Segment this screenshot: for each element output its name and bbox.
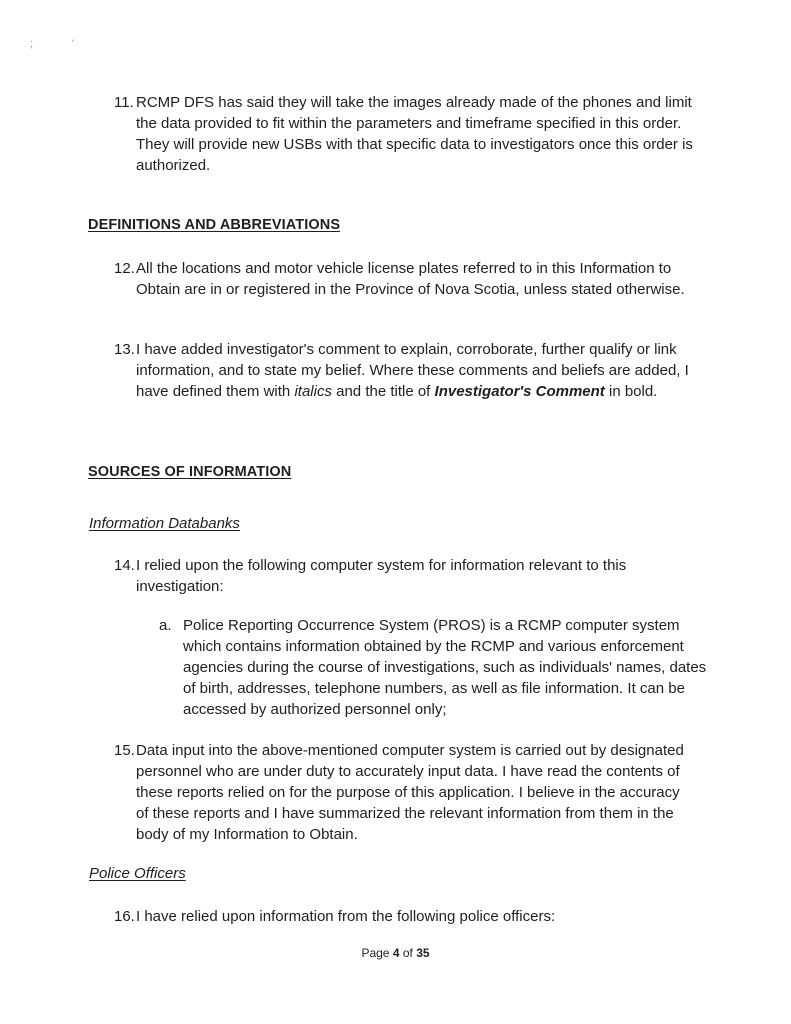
bold-italic-text: Investigator's Comment xyxy=(434,383,605,400)
text-run: in bold. xyxy=(604,383,658,400)
section-heading-sources: SOURCES OF INFORMATION xyxy=(88,464,292,480)
paragraph-number: 11. xyxy=(114,94,134,111)
paragraph-15 xyxy=(114,740,694,845)
scan-artifact: ' xyxy=(72,38,75,50)
paragraph-16 xyxy=(114,906,694,927)
paragraph-text: Police Reporting Occurrence System (PROS) is a RCMP computer system which contains information obtained by the RCMP and various enforcement agencies during the course of investigations, such as individuals' names, dates of birth, addresses, telephone numbers, as well as file information. It can be accessed by authorized personnel only; xyxy=(183,617,707,718)
footer-middle: of xyxy=(399,946,417,960)
italic-text: italics xyxy=(294,383,332,400)
paragraph-number: 16. xyxy=(114,908,135,925)
footer-prefix: Page xyxy=(361,946,393,960)
page-number-current: 4 xyxy=(392,946,400,960)
page-number-total: 35 xyxy=(416,946,430,960)
subheading-databanks: Information Databanks xyxy=(89,515,240,532)
paragraph-13 xyxy=(114,339,704,402)
section-heading-definitions: DEFINITIONS AND ABBREVIATIONS xyxy=(88,217,341,233)
paragraph-number: 15. xyxy=(114,742,135,759)
text-run: I have added investigator's comment to explain, corroborate, further qualify or link information, and to state my belief. Where these comments and beliefs are added, I have defined them with xyxy=(136,341,689,400)
paragraph-text: I have relied upon information from the following police officers: xyxy=(136,908,556,925)
text-run: and the title of xyxy=(331,383,435,400)
paragraph-text: All the locations and motor vehicle license plates referred to in this Information to Obtain are in or registered in the Province of Nova Scotia, unless stated otherwise. xyxy=(136,260,685,298)
paragraph-text: RCMP DFS has said they will take the images already made of the phones and limit the data provided to fit within the parameters and timeframe specified in this order. They will provide new USBs with that specific data to investigators once this order is authorized. xyxy=(136,94,693,174)
paragraph-14a xyxy=(159,615,707,720)
page-footer xyxy=(0,946,791,960)
subheading-officers: Police Officers xyxy=(89,865,186,882)
scan-artifact: ; xyxy=(30,38,34,50)
paragraph-number: 14. xyxy=(114,557,135,574)
paragraph-12 xyxy=(114,258,704,300)
item-letter: a. xyxy=(159,617,172,634)
paragraph-text: Data input into the above-mentioned computer system is carried out by designated personnel who are under duty to accurately input data. I have read the contents of these reports relied on for the purpose of this application. I believe in the accuracy of these reports and I have summarized the relevant information from them in the body of my Information to Obtain. xyxy=(136,742,684,843)
paragraph-14 xyxy=(114,555,644,597)
paragraph-number: 12. xyxy=(114,260,135,277)
paragraph-text xyxy=(136,339,704,402)
paragraph-11 xyxy=(114,92,714,176)
paragraph-text: I relied upon the following computer system for information relevant to this investigation: xyxy=(136,557,627,595)
paragraph-number: 13. xyxy=(114,341,135,358)
